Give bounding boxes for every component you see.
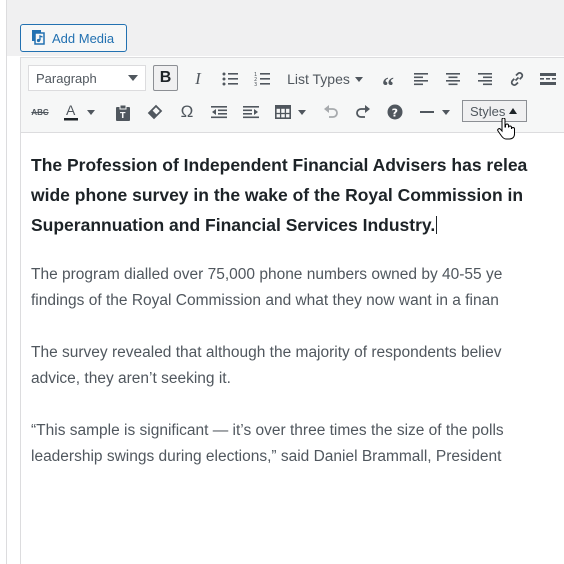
align-center-button[interactable] [442, 65, 464, 93]
blockquote-button[interactable] [377, 65, 399, 101]
list-types-dropdown[interactable] [285, 65, 365, 93]
undo-button[interactable] [320, 98, 342, 126]
help-button[interactable] [384, 98, 406, 126]
styles-label: Styles [470, 103, 506, 119]
quote-icon: “ [382, 73, 394, 100]
italic-button[interactable] [187, 65, 209, 93]
help-icon [387, 104, 403, 120]
body-paragraph [31, 418, 564, 470]
frame-border [6, 0, 7, 564]
svg-text:?: ? [391, 106, 398, 120]
media-icon [30, 29, 46, 48]
horizontal-line-icon [420, 110, 434, 114]
chevron-down-icon [298, 110, 306, 115]
add-media-button[interactable] [20, 24, 127, 52]
paragraph-line: findings of the Royal Commission and what they now want in a finan [31, 292, 499, 309]
indent-icon [243, 105, 259, 119]
add-media-label: Add Media [52, 30, 115, 46]
lead-line: wide phone survey in the wake of the Royal Commission in [31, 185, 524, 205]
align-left-button[interactable] [410, 65, 432, 93]
bullet-list-button[interactable] [219, 65, 241, 93]
clipboard-icon [115, 104, 131, 121]
format-select-value: Paragraph [36, 70, 97, 86]
format-select[interactable] [28, 65, 146, 91]
horizontal-line-button[interactable] [416, 98, 438, 126]
body-paragraph [31, 340, 564, 392]
text-color-button[interactable] [59, 98, 83, 126]
bold-icon: B [159, 69, 172, 86]
table-dropdown[interactable] [296, 98, 308, 126]
horizontal-line-dropdown[interactable] [440, 98, 452, 126]
italic-icon: I [195, 69, 201, 88]
hand-cursor-icon [497, 118, 515, 145]
outdent-button[interactable] [208, 98, 230, 126]
lead-line: The Profession of Independent Financial Advisers has relea [31, 155, 528, 175]
chevron-down-icon [442, 110, 450, 115]
lead-line-text: Superannuation and Financial Services Industry. [31, 215, 436, 235]
undo-icon [323, 105, 339, 119]
align-right-button[interactable] [474, 65, 496, 93]
bold-button[interactable] [153, 65, 178, 91]
list-types-label: List Types [287, 71, 350, 87]
strikethrough-button[interactable] [29, 98, 51, 126]
indent-button[interactable] [240, 98, 262, 126]
editor-content[interactable] [31, 150, 564, 496]
styles-dropdown[interactable] [462, 100, 527, 122]
svg-text:1: 1 [254, 72, 258, 78]
editor-toolbar [21, 58, 564, 133]
svg-text:2: 2 [254, 77, 258, 83]
numbered-list-button[interactable] [251, 65, 273, 93]
text-caret [436, 216, 437, 234]
svg-text:T: T [120, 110, 126, 120]
editor-container [20, 57, 564, 564]
redo-button[interactable] [352, 98, 374, 126]
align-right-icon [478, 72, 492, 86]
bullet-list-icon [222, 72, 238, 86]
redo-icon [355, 105, 371, 119]
chevron-up-icon [509, 108, 517, 114]
eraser-icon [147, 104, 163, 120]
lead-line [31, 210, 564, 240]
special-character-button[interactable] [176, 98, 198, 126]
align-left-icon [414, 72, 428, 86]
clear-formatting-button[interactable] [144, 98, 166, 126]
read-more-button[interactable] [537, 65, 559, 93]
paragraph-line: The survey revealed that although the majority of respondents believ [31, 344, 502, 361]
lead-paragraph [31, 150, 564, 240]
text-color-icon [63, 103, 79, 121]
table-button[interactable] [272, 98, 294, 126]
paste-text-button[interactable] [112, 98, 134, 126]
svg-text:3: 3 [254, 82, 258, 86]
strikethrough-icon: ABC [31, 107, 49, 117]
paragraph-line: leadership swings during elections,” said Daniel Brammall, President [31, 448, 502, 465]
svg-text:A: A [66, 103, 76, 118]
outdent-icon [211, 105, 227, 119]
paragraph-line: The program dialled over 75,000 phone numbers owned by 40-55 ye [31, 266, 503, 283]
link-icon [509, 71, 525, 87]
chevron-down-icon [355, 77, 363, 82]
table-icon [275, 105, 291, 119]
read-more-icon [540, 72, 556, 86]
text-color-dropdown[interactable] [85, 98, 97, 126]
body-paragraph [31, 262, 564, 314]
align-center-icon [446, 72, 460, 86]
numbered-list-icon [254, 72, 270, 86]
chevron-down-icon [128, 75, 138, 81]
paragraph-line: advice, they aren’t seeking it. [31, 370, 231, 387]
omega-icon: Ω [180, 102, 194, 121]
paragraph-line: “This sample is significant — it’s over three times the size of the polls [31, 422, 504, 439]
chevron-down-icon [87, 110, 95, 115]
insert-link-button[interactable] [506, 65, 528, 93]
